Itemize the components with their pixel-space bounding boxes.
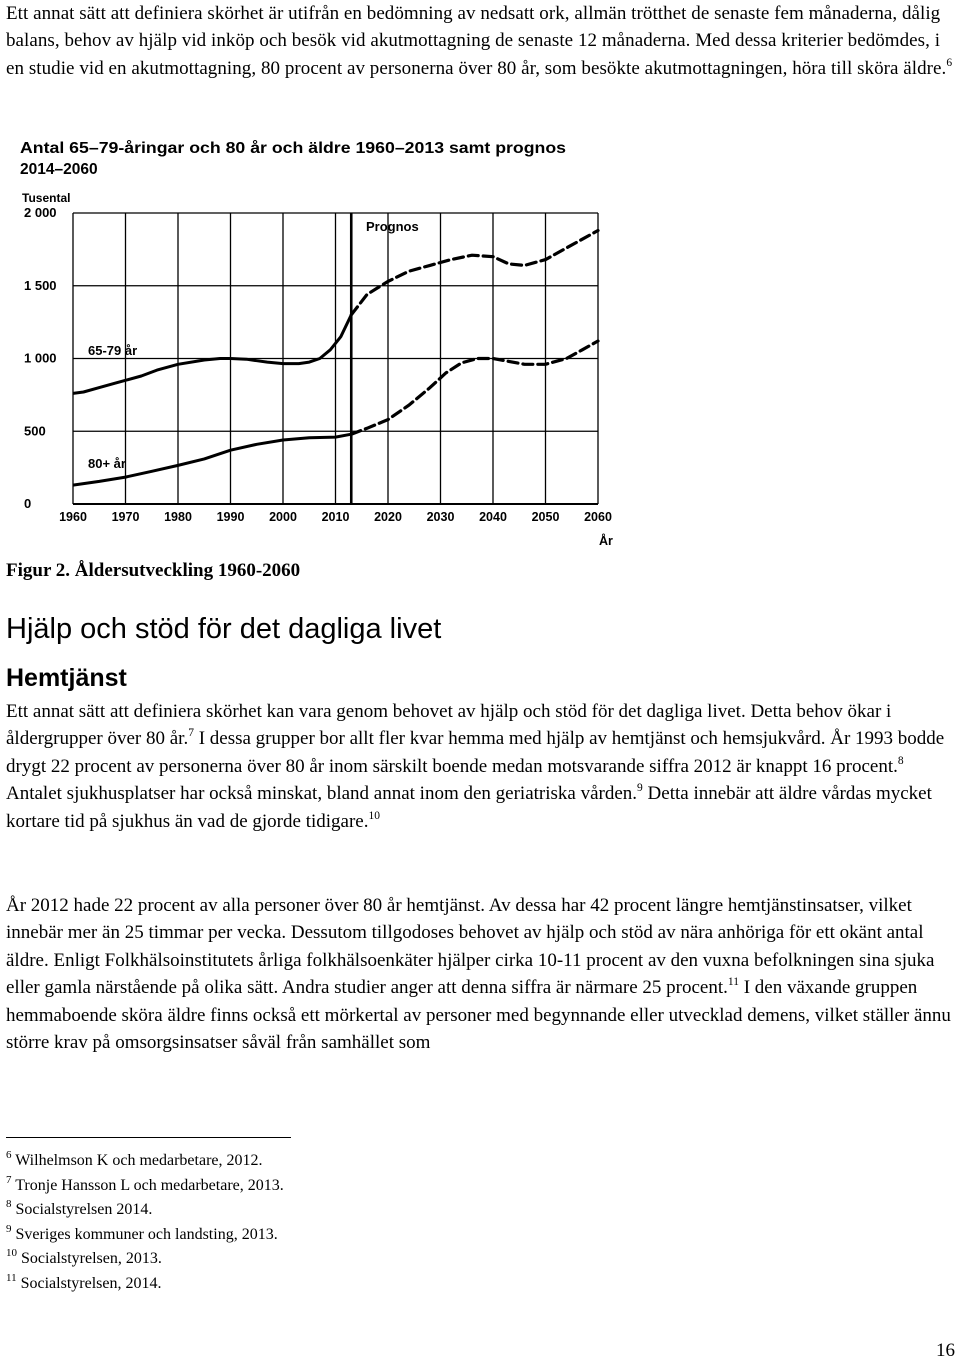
- chart-svg: [0, 128, 640, 558]
- footnote-ref: 10: [368, 809, 380, 822]
- x-axis-label: År: [599, 534, 613, 548]
- footnote-item: [6, 1247, 284, 1272]
- footnote-text: Socialstyrelsen 2014.: [15, 1201, 153, 1218]
- body2-text-2: I den växande gruppen hemmaboende sköra äldre finns också ett mörkertal av personer med begynnande eller utvecklad demens, vilket ställer ännu större krav på omsorgsinsatser såväl från samhället som: [6, 977, 951, 1054]
- footnotes: [6, 1149, 284, 1296]
- footnote-ref: 9: [637, 782, 643, 795]
- body1-text-3: Antalet sjukhusplatser har också minskat, bland annat inom den geriatriska vården.: [6, 783, 638, 805]
- footnote-item: [6, 1272, 284, 1297]
- footnote-number: 6: [6, 1149, 12, 1161]
- series-label-65-79: 65-79 år: [88, 343, 138, 358]
- chart-grid: [73, 213, 598, 504]
- body-paragraph-1: [6, 698, 956, 835]
- subsection-heading: Hemtjänst: [6, 664, 127, 692]
- footnote-item: [6, 1198, 284, 1223]
- x-tick-label: 1970: [111, 510, 140, 524]
- footnote-item: [6, 1223, 284, 1248]
- body1-text-4: Detta innebär att äldre vårdas mycket kortare tid på sjukhus än vad de gjorde tidigare.: [6, 783, 932, 832]
- y-tick-labels: [24, 205, 57, 511]
- age-development-chart: [0, 128, 640, 558]
- x-tick-label: 2000: [269, 510, 297, 524]
- footnote-ref: 6: [946, 56, 953, 69]
- body1-text-1: Ett annat sätt att definiera skörhet kan vara genom behovet av hjälp och stöd för det dagliga livet. Detta behov ökar i åldergrupper över 80 år.: [6, 701, 892, 750]
- footnote-text: Tronje Hansson L och medarbetare, 2013.: [15, 1176, 284, 1194]
- x-tick-label: 2060: [584, 510, 612, 524]
- y-tick-label: 2 000: [24, 205, 57, 220]
- footnote-item: [6, 1149, 284, 1174]
- y-tick-label: 1 500: [24, 277, 57, 293]
- footnote-number: 7: [6, 1173, 12, 1186]
- x-tick-label: 1960: [59, 510, 87, 524]
- y-tick-label: 1 000: [24, 350, 57, 366]
- chart-title-line2: 2014–2060: [20, 161, 98, 178]
- x-tick-label: 1990: [216, 510, 245, 524]
- footnote-number: 9: [6, 1222, 12, 1235]
- chart-title-line1: Antal 65–79-åringar och 80 år och äldre 1960–2013 samt prognos: [20, 140, 566, 157]
- intro-text: Ett annat sätt att definiera skörhet är utifrån en bedömning av nedsatt ork, allmän trötthet de senaste fem månaderna, dålig balans, behov av hjälp vid inköp och besök vid akutmottagning de senaste 12 månaderna. Med dessa kriterier bedömdes, i en studie vid en akutmottagning, 80 procent av personerna över 80 år, som besökte akutmottagningen, höra till sköra äldre.: [6, 3, 947, 79]
- y-tick-label: 0: [24, 496, 32, 511]
- body1-text-2: I dessa grupper bor allt fler kvar hemma med hjälp av hemtjänst och hemsjukvård. År 1993 bodde drygt 22 procent av personerna över 80 år inom särskilt boende medan motsvarande siffra 2012 är knappt 16 procent.: [6, 728, 945, 777]
- footnote-number: 10: [6, 1247, 17, 1259]
- footnote-text: Wilhelmson K och medarbetare, 2012.: [15, 1152, 263, 1169]
- body-paragraph-2: [6, 892, 956, 1056]
- footnote-number: 11: [6, 1271, 17, 1284]
- prognos-label: Prognos: [366, 219, 419, 234]
- footnote-number: 8: [6, 1198, 12, 1210]
- footnote-ref: 11: [727, 976, 739, 989]
- footnote-ref: 7: [188, 727, 194, 740]
- x-tick-label: 2020: [374, 510, 402, 524]
- footnote-divider: [6, 1137, 291, 1138]
- page-number: 16: [936, 1340, 955, 1361]
- body2-text-1: År 2012 hade 22 procent av alla personer över 80 år hemtjänst. Av dessa har 42 procent längre hemtjänstinsatser, vilket innebär mer än 25 timmar per vecka. Dessutom tillgodoses behovet av hjälp och stöd av nära anhöriga för ett okänt antal äldre. Enligt Folkhälsoinstitutets årliga folkhälsoenkäter hjälper cirka 10-11 procent av den vuxna befolkningen sina sjuka eller gamla närstående på olika sätt. Andra studier anger att denna siffra är närmare 25 procent.: [6, 895, 935, 999]
- section-heading: Hjälp och stöd för det dagliga livet: [6, 613, 442, 645]
- x-tick-label: 1980: [164, 510, 192, 524]
- footnote-text: Socialstyrelsen, 2013.: [21, 1250, 162, 1267]
- x-tick-label: 2040: [479, 510, 507, 524]
- x-tick-label: 2010: [321, 510, 350, 524]
- intro-paragraph: [6, 0, 956, 82]
- x-tick-labels: [59, 510, 612, 524]
- y-tick-label: 500: [24, 423, 46, 439]
- figure-caption: Figur 2. Åldersutveckling 1960-2060: [6, 560, 301, 581]
- y-axis-unit-label: Tusental: [22, 191, 71, 205]
- x-tick-label: 2030: [426, 510, 455, 524]
- footnote-ref: 8: [897, 754, 904, 767]
- footnote-item: [6, 1174, 284, 1199]
- footnote-text: Socialstyrelsen, 2014.: [20, 1274, 162, 1292]
- x-tick-label: 2050: [531, 510, 560, 524]
- footnote-text: Sveriges kommuner och landsting, 2013.: [15, 1225, 278, 1243]
- series-label-80-plus: 80+ år: [88, 456, 126, 471]
